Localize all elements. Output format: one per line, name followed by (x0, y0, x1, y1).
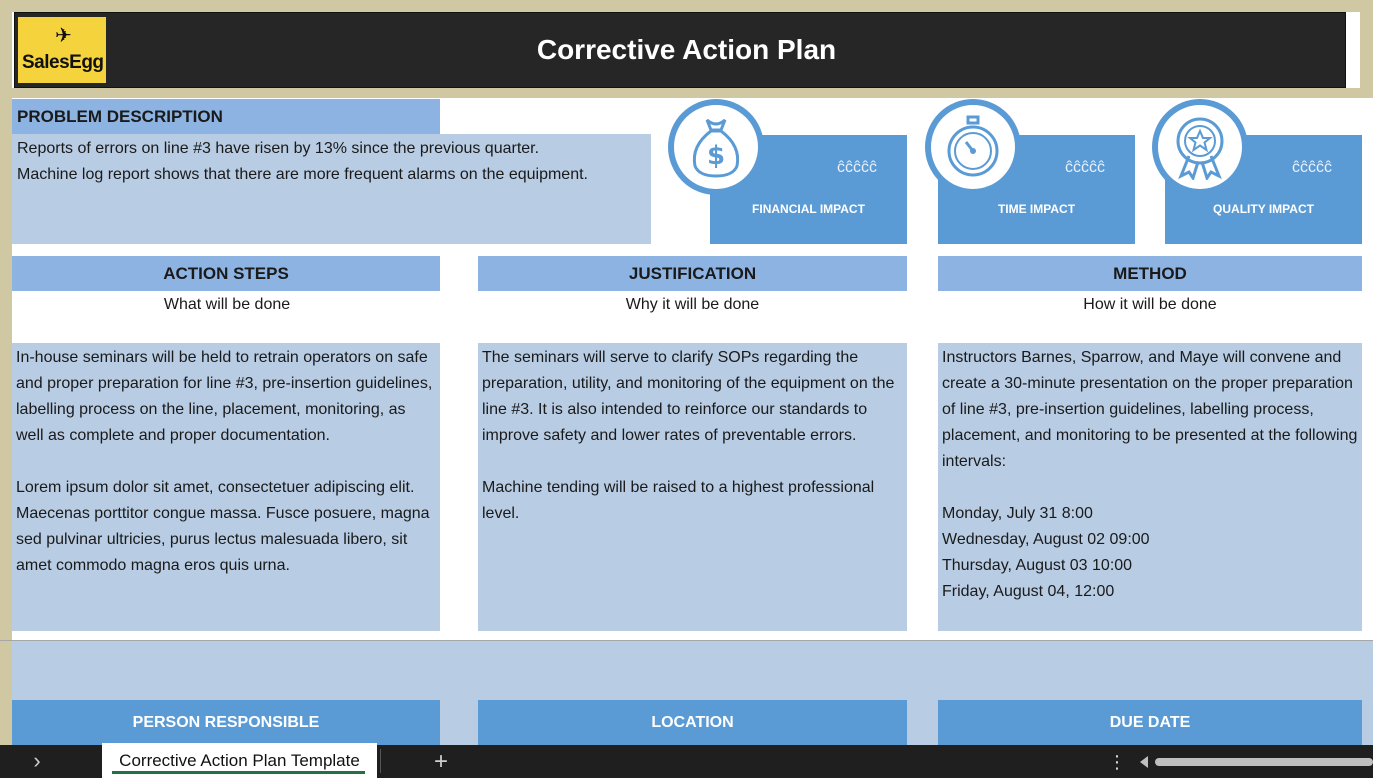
header-band (12, 88, 1361, 98)
sheet-tab-active[interactable]: Corrective Action Plan Template (102, 743, 377, 778)
problem-heading[interactable]: PROBLEM DESCRIPTION (12, 99, 440, 135)
financial-impact-label: FINANCIAL IMPACT (752, 202, 865, 216)
scroll-left-arrow-icon[interactable] (1140, 756, 1148, 768)
problem-line-2: Machine log report shows that there are more frequent alarms on the equipment. (17, 166, 588, 183)
sheet-nav-next-icon[interactable]: › (33, 748, 41, 773)
active-tab-underline (112, 771, 365, 774)
more-options-icon[interactable]: ⋮ (1108, 752, 1126, 772)
svg-text:$: $ (706, 141, 726, 171)
quality-impact-label: QUALITY IMPACT (1213, 202, 1314, 216)
method-body[interactable]: Instructors Barnes, Sparrow, and Maye will convene and create a 30-minute presentation on the proper preparation of line #3, pre-insertion guidelines, labelling process, placement, and monitoring to be presented at the following intervals: Monday, July 31 8:00 Wednesday, August 02 09:00 Thursday, August 03 10:00 Friday, August 04, 12:00 (938, 343, 1362, 631)
due-date-heading[interactable]: DUE DATE (938, 700, 1362, 745)
location-heading[interactable]: LOCATION (478, 700, 907, 745)
horizontal-scrollbar[interactable] (1155, 758, 1373, 766)
time-impact-value: ĉĉĉĉĉ (1065, 159, 1105, 176)
justification-subheading[interactable]: Why it will be done (625, 296, 760, 313)
time-impact-label: TIME IMPACT (997, 202, 1076, 216)
sheet-margin-top (0, 0, 1373, 12)
justification-body[interactable]: The seminars will serve to clarify SOPs regarding the preparation, utility, and monitoring of the equipment on the line #3. It is also intended to reinforce our standards to improve safety and lower rates of preventable errors. Machine tending will be raised to a highest professional level. (478, 343, 907, 631)
time-icon-circle (925, 99, 1021, 195)
logo-text: SalesEgg (22, 52, 104, 73)
method-heading[interactable]: METHOD (938, 256, 1362, 291)
sheet-margin-left (0, 0, 12, 745)
justification-heading[interactable]: JUSTIFICATION (478, 256, 907, 291)
page-title: Corrective Action Plan (536, 34, 837, 65)
add-sheet-icon[interactable]: + (433, 748, 448, 775)
person-responsible-heading[interactable]: PERSON RESPONSIBLE (12, 700, 440, 745)
action-steps-subheading[interactable]: What will be done (163, 296, 291, 313)
action-steps-body[interactable]: In-house seminars will be held to retrain operators on safe and proper preparation for line #3, pre-insertion guidelines, labelling process on the line, placement, monitoring, as well as complete and proper documentation. Lorem ipsum dolor sit amet, consectetuer adipiscing elit. Maecenas porttitor congue massa. Fusce posuere, magna sed pulvinar ultricies, purus lectus malesuada libero, sit amet commodo magna eros quis urna. (12, 343, 440, 631)
quality-impact-value: ĉĉĉĉĉ (1292, 159, 1332, 176)
action-steps-heading[interactable]: ACTION STEPS (12, 256, 440, 291)
stopwatch-icon (942, 114, 1004, 180)
award-badge-icon (1169, 114, 1231, 180)
problem-description-cell[interactable] (12, 134, 651, 244)
money-bag-icon (685, 114, 747, 180)
problem-line-1: Reports of errors on line #3 have risen by 13% since the previous quarter. (17, 140, 540, 157)
tab-divider (380, 749, 381, 773)
quality-icon-circle (1152, 99, 1248, 195)
financial-impact-value: ĉĉĉĉĉ (837, 159, 877, 176)
method-subheading[interactable]: How it will be done (1083, 296, 1217, 313)
financial-icon-circle (668, 99, 764, 195)
logo-egg-icon: ✈ (55, 25, 72, 47)
